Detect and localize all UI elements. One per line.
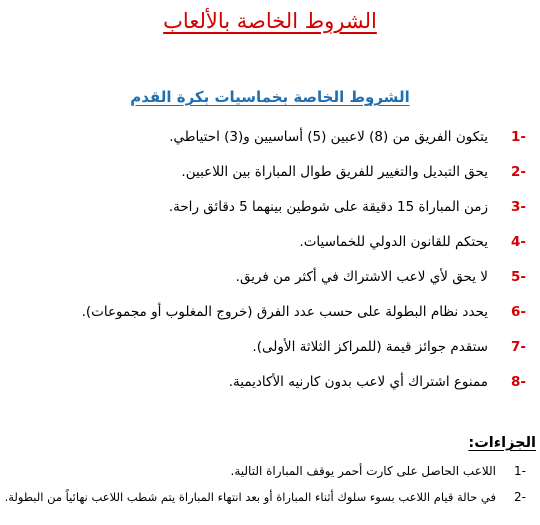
rule-text: يحدد نظام البطولة على حسب عدد الفرق (خروج المغلوب أو مجموعات). bbox=[81, 304, 488, 320]
rule-text: يحتكم للقانون الدولي للخماسيات. bbox=[299, 234, 488, 250]
rule-text: يتكون الفريق من (8) لاعبين (5) أساسيين و(3) احتياطي. bbox=[169, 129, 488, 145]
rule-item bbox=[0, 372, 540, 407]
rule-text: لا يحق لأي لاعب الاشتراك في أكثر من فريق. bbox=[235, 269, 488, 285]
rule-item bbox=[0, 197, 540, 232]
rules-list bbox=[0, 127, 540, 407]
rule-number: 6- bbox=[511, 304, 526, 320]
rule-item bbox=[0, 267, 540, 302]
rule-text: ممنوع اشتراك أي لاعب بدون كارنيه الأكاديمية. bbox=[228, 374, 488, 390]
penalties-list bbox=[0, 462, 540, 514]
rule-item bbox=[0, 232, 540, 267]
penalty-item bbox=[0, 462, 540, 488]
rule-text: ستقدم جوائز قيمة (للمراكز الثلاثة الأولى). bbox=[252, 339, 488, 355]
rule-number: 5- bbox=[511, 269, 526, 285]
rule-item bbox=[0, 127, 540, 162]
rule-text: يحق التبديل والتغيير للفريق طوال المباراة بين اللاعبين. bbox=[181, 164, 488, 180]
rule-item bbox=[0, 302, 540, 337]
rule-number: 4- bbox=[511, 234, 526, 250]
penalty-item bbox=[0, 488, 540, 514]
penalties-heading: الجزاءات: bbox=[468, 435, 536, 451]
penalty-text: في حالة قيام اللاعب بسوء سلوك أثناء المباراة أو بعد انتهاء المباراة يتم شطب اللاعب نهائياً من البطولة. bbox=[4, 490, 496, 504]
rule-number: 8- bbox=[511, 374, 526, 390]
rule-number: 3- bbox=[511, 199, 526, 215]
rule-number: 7- bbox=[511, 339, 526, 355]
penalty-text: اللاعب الحاصل على كارت أحمر يوقف المباراة التالية. bbox=[230, 464, 496, 478]
penalty-number: 1- bbox=[514, 464, 526, 478]
penalty-number: 2- bbox=[514, 490, 526, 504]
rule-number: 1- bbox=[511, 129, 526, 145]
rule-item bbox=[0, 337, 540, 372]
section-title: الشروط الخاصة بخماسيات بكرة القدم bbox=[130, 88, 410, 106]
rule-number: 2- bbox=[511, 164, 526, 180]
rule-item bbox=[0, 162, 540, 197]
page-title: الشروط الخاصة بالألعاب bbox=[163, 9, 377, 33]
rule-text: زمن المباراة 15 دقيقة على شوطين بينهما 5 دقائق راحة. bbox=[168, 199, 488, 215]
